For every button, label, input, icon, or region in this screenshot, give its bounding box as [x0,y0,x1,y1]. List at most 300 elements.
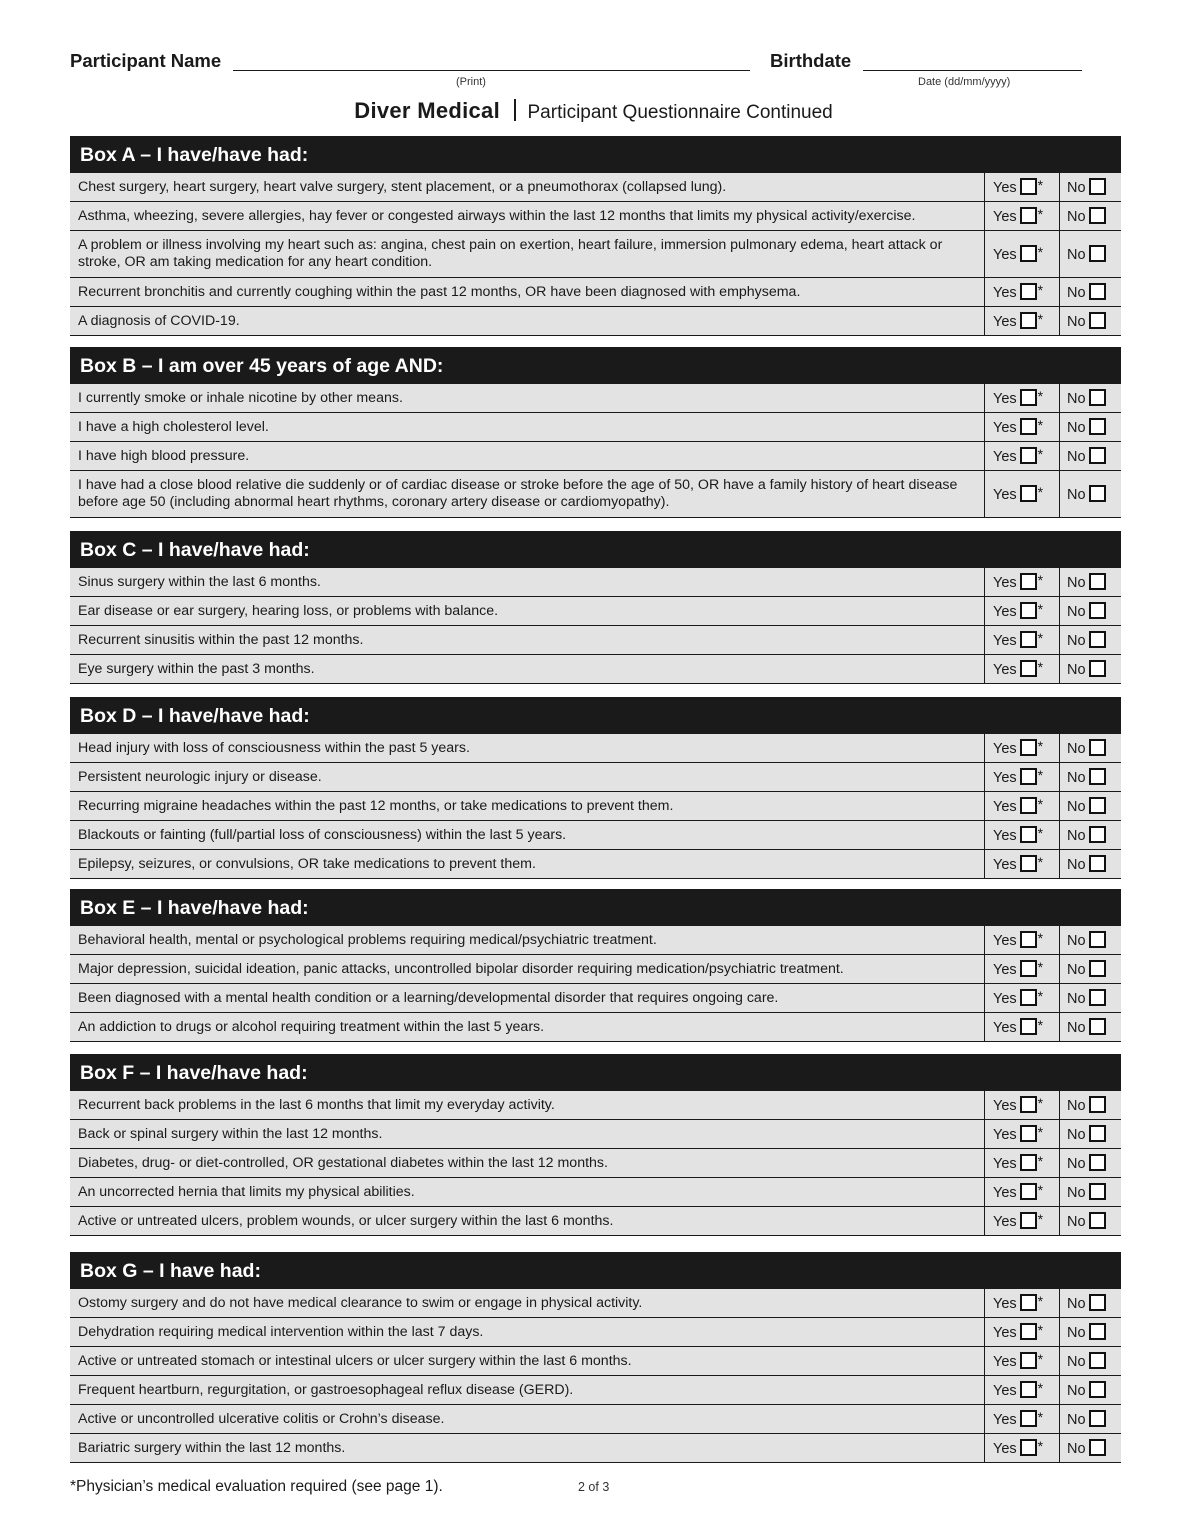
no-checkbox[interactable] [1089,855,1106,872]
no-checkbox[interactable] [1089,573,1106,590]
yes-checkbox[interactable] [1020,1323,1037,1340]
no-checkbox[interactable] [1089,826,1106,843]
no-label: No [1067,179,1086,196]
yes-label: Yes [993,633,1017,649]
no-option [1060,955,1122,984]
yes-checkbox[interactable] [1020,245,1037,262]
page-title-sub: Participant Questionnaire Continued [527,102,833,123]
no-option [1060,626,1122,655]
no-checkbox[interactable] [1089,1294,1106,1311]
no-option [1060,202,1122,231]
yes-checkbox[interactable] [1020,826,1037,843]
yes-label: Yes [993,962,1017,978]
physician-required-mark: * [1037,282,1044,298]
yes-label: Yes [993,828,1017,844]
no-option [1060,1207,1122,1236]
question-row [70,1091,1121,1120]
question-text: A diagnosis of COVID-19. [70,307,985,336]
box-heading: Box F – I have/have had: [70,1054,1121,1091]
question-text: Head injury with loss of consciousness within the past 5 years. [70,734,985,763]
question-text: An addiction to drugs or alcohol requiring treatment within the last 5 years. [70,1013,985,1042]
birthdate-label: Birthdate [770,50,852,71]
yes-label: Yes [993,799,1017,815]
yes-option [985,597,1060,626]
no-label: No [1067,1295,1086,1312]
yes-option [985,792,1060,821]
no-checkbox[interactable] [1089,989,1106,1006]
no-label: No [1067,574,1086,591]
no-label: No [1067,1019,1086,1036]
question-row [70,955,1121,984]
participant-header [70,50,1090,76]
yes-option [985,655,1060,684]
no-option [1060,1347,1122,1376]
yes-label: Yes [993,1098,1017,1114]
yes-label: Yes [993,247,1017,263]
question-text: Recurring migraine headaches within the past 12 months, or take medications to prevent them. [70,792,985,821]
yes-option [985,413,1060,442]
question-row [70,202,1121,231]
no-checkbox[interactable] [1089,245,1106,262]
no-label: No [1067,740,1086,757]
question-text: Active or uncontrolled ulcerative colitis or Crohn’s disease. [70,1405,985,1434]
physician-required-mark: * [1037,1322,1044,1338]
question-row [70,763,1121,792]
no-label: No [1067,284,1086,301]
yes-checkbox[interactable] [1020,602,1037,619]
page-title [0,98,1187,124]
no-option [1060,1318,1122,1347]
physician-required-mark: * [1037,177,1044,193]
yes-checkbox[interactable] [1020,178,1037,195]
yes-label: Yes [993,991,1017,1007]
box-heading: Box A – I have/have had: [70,136,1121,173]
question-text: A problem or illness involving my heart such as: angina, chest pain on exertion, heart failure, immersion pulmonary edema, heart attack or stroke, OR am taking medication for any heart condition. [70,231,985,278]
yes-checkbox[interactable] [1020,739,1037,756]
yes-label: Yes [993,1156,1017,1172]
yes-checkbox[interactable] [1020,447,1037,464]
physician-required-mark: * [1037,1153,1044,1169]
yes-label: Yes [993,314,1017,330]
no-label: No [1067,1155,1086,1172]
question-text: Blackouts or fainting (full/partial loss of consciousness) within the last 5 years. [70,821,985,850]
question-table [70,1091,1121,1236]
no-checkbox[interactable] [1089,660,1106,677]
question-row [70,471,1121,518]
physician-required-mark: * [1037,1351,1044,1367]
no-checkbox[interactable] [1089,178,1106,195]
no-label: No [1067,661,1086,678]
question-row [70,278,1121,307]
question-text: Bariatric surgery within the last 12 months. [70,1434,985,1463]
yes-label: Yes [993,285,1017,301]
no-checkbox[interactable] [1089,1439,1106,1456]
box-heading: Box E – I have/have had: [70,889,1121,926]
physician-required-mark: * [1037,1211,1044,1227]
physician-required-mark: * [1037,630,1044,646]
question-text: An uncorrected hernia that limits my physical abilities. [70,1178,985,1207]
box-d [70,697,1121,879]
question-table [70,173,1121,336]
no-checkbox[interactable] [1089,283,1106,300]
yes-label: Yes [993,420,1017,436]
question-text: Ear disease or ear surgery, hearing loss, or problems with balance. [70,597,985,626]
yes-label: Yes [993,770,1017,786]
yes-label: Yes [993,1214,1017,1230]
question-text: Frequent heartburn, regurgitation, or gastroesophageal reflux disease (GERD). [70,1376,985,1405]
question-text: Chest surgery, heart surgery, heart valve surgery, stent placement, or a pneumothorax (collapsed lung). [70,173,985,202]
physician-required-mark: * [1037,417,1044,433]
no-label: No [1067,990,1086,1007]
no-checkbox[interactable] [1089,1096,1106,1113]
question-text: Major depression, suicidal ideation, panic attacks, uncontrolled bipolar disorder requiring medication/psychiatric treatment. [70,955,985,984]
no-option [1060,792,1122,821]
no-option [1060,821,1122,850]
no-label: No [1067,1382,1086,1399]
yes-option [985,926,1060,955]
physician-required-mark: * [1037,388,1044,404]
box-f [70,1054,1121,1236]
physician-required-mark: * [1037,825,1044,841]
physician-required-mark: * [1037,1409,1044,1425]
yes-checkbox[interactable] [1020,207,1037,224]
question-row [70,1347,1121,1376]
yes-option [985,1091,1060,1120]
birthdate-format-hint: Date (dd/mm/yyyy) [918,76,1011,88]
yes-option [985,1376,1060,1405]
no-label: No [1067,448,1086,465]
physician-required-mark: * [1037,1095,1044,1111]
question-text: Been diagnosed with a mental health condition or a learning/developmental disorder that requires ongoing care. [70,984,985,1013]
question-row [70,307,1121,336]
yes-checkbox[interactable] [1020,631,1037,648]
title-divider [514,99,516,121]
yes-option [985,763,1060,792]
no-label: No [1067,961,1086,978]
question-text: Eye surgery within the past 3 months. [70,655,985,684]
no-label: No [1067,798,1086,815]
physician-required-mark: * [1037,659,1044,675]
no-checkbox[interactable] [1089,768,1106,785]
yes-option [985,1405,1060,1434]
box-a [70,136,1121,336]
yes-label: Yes [993,449,1017,465]
no-checkbox[interactable] [1089,1381,1106,1398]
question-row [70,1434,1121,1463]
no-option [1060,763,1122,792]
physician-required-mark: * [1037,1438,1044,1454]
yes-option [985,955,1060,984]
yes-label: Yes [993,1383,1017,1399]
question-row [70,173,1121,202]
question-row [70,1149,1121,1178]
yes-checkbox[interactable] [1020,1125,1037,1142]
no-checkbox[interactable] [1089,485,1106,502]
question-row [70,568,1121,597]
question-text: Epilepsy, seizures, or convulsions, OR take medications to prevent them. [70,850,985,879]
yes-option [985,984,1060,1013]
no-option [1060,850,1122,879]
yes-option [985,626,1060,655]
no-option [1060,1289,1122,1318]
question-text: Persistent neurologic injury or disease. [70,763,985,792]
no-checkbox[interactable] [1089,1352,1106,1369]
yes-option [985,734,1060,763]
yes-checkbox[interactable] [1020,389,1037,406]
footnote: *Physician’s medical evaluation required (see page 1). [70,1478,443,1495]
question-row [70,1178,1121,1207]
no-label: No [1067,246,1086,263]
no-checkbox[interactable] [1089,631,1106,648]
no-checkbox[interactable] [1089,447,1106,464]
box-heading: Box C – I have/have had: [70,531,1121,568]
question-row [70,1376,1121,1405]
physician-required-mark: * [1037,311,1044,327]
yes-label: Yes [993,1127,1017,1143]
yes-option [985,442,1060,471]
yes-checkbox[interactable] [1020,1096,1037,1113]
no-checkbox[interactable] [1089,418,1106,435]
no-option [1060,413,1122,442]
yes-checkbox[interactable] [1020,1212,1037,1229]
no-checkbox[interactable] [1089,1018,1106,1035]
question-text: I currently smoke or inhale nicotine by other means. [70,384,985,413]
question-text: Diabetes, drug- or diet-controlled, OR gestational diabetes within the last 12 months. [70,1149,985,1178]
question-table [70,384,1121,518]
yes-checkbox[interactable] [1020,931,1037,948]
no-label: No [1067,390,1086,407]
box-heading: Box G – I have had: [70,1252,1121,1289]
yes-label: Yes [993,933,1017,949]
yes-option [985,821,1060,850]
yes-checkbox[interactable] [1020,485,1037,502]
yes-label: Yes [993,857,1017,873]
yes-label: Yes [993,1412,1017,1428]
yes-checkbox[interactable] [1020,768,1037,785]
no-label: No [1067,208,1086,225]
question-text: I have a high cholesterol level. [70,413,985,442]
no-checkbox[interactable] [1089,1125,1106,1142]
no-checkbox[interactable] [1089,1323,1106,1340]
physician-required-mark: * [1037,601,1044,617]
yes-label: Yes [993,575,1017,591]
yes-label: Yes [993,180,1017,196]
yes-label: Yes [993,487,1017,503]
yes-option [985,1318,1060,1347]
yes-checkbox[interactable] [1020,960,1037,977]
participant-name-label: Participant Name [70,50,222,71]
no-option [1060,655,1122,684]
box-heading: Box D – I have/have had: [70,697,1121,734]
yes-option [985,231,1060,278]
physician-required-mark: * [1037,1293,1044,1309]
no-label: No [1067,932,1086,949]
no-label: No [1067,1184,1086,1201]
physician-required-mark: * [1037,572,1044,588]
question-text: I have high blood pressure. [70,442,985,471]
no-checkbox[interactable] [1089,1183,1106,1200]
box-e [70,889,1121,1042]
question-row [70,1120,1121,1149]
name-print-hint: (Print) [456,76,486,88]
yes-option [985,1347,1060,1376]
no-option [1060,568,1122,597]
no-label: No [1067,1353,1086,1370]
no-option [1060,1178,1122,1207]
yes-checkbox[interactable] [1020,1294,1037,1311]
birthdate-field[interactable] [863,70,1082,71]
yes-checkbox[interactable] [1020,1352,1037,1369]
no-checkbox[interactable] [1089,602,1106,619]
physician-required-mark: * [1037,930,1044,946]
question-text: Asthma, wheezing, severe allergies, hay fever or congested airways within the last 12 months that limits my physical activity/exercise. [70,202,985,231]
question-text: Active or untreated ulcers, problem wounds, or ulcer surgery within the last 6 months. [70,1207,985,1236]
yes-option [985,1120,1060,1149]
physician-required-mark: * [1037,484,1044,500]
question-row [70,655,1121,684]
no-option [1060,926,1122,955]
yes-label: Yes [993,1020,1017,1036]
question-table [70,1289,1121,1463]
yes-checkbox[interactable] [1020,989,1037,1006]
no-label: No [1067,1213,1086,1230]
question-row [70,792,1121,821]
page-title-main: Diver Medical [354,98,500,123]
yes-checkbox[interactable] [1020,1439,1037,1456]
no-checkbox[interactable] [1089,207,1106,224]
yes-option [985,1289,1060,1318]
question-text: Recurrent back problems in the last 6 months that limit my everyday activity. [70,1091,985,1120]
question-row [70,1013,1121,1042]
question-table [70,734,1121,879]
question-row [70,413,1121,442]
no-option [1060,1405,1122,1434]
no-option [1060,1120,1122,1149]
no-option [1060,984,1122,1013]
physician-required-mark: * [1037,1182,1044,1198]
no-option [1060,1013,1122,1042]
question-row [70,384,1121,413]
question-row [70,442,1121,471]
no-checkbox[interactable] [1089,739,1106,756]
physician-required-mark: * [1037,446,1044,462]
yes-option [985,850,1060,879]
yes-checkbox[interactable] [1020,573,1037,590]
question-text: Ostomy surgery and do not have medical clearance to swim or engage in physical activity. [70,1289,985,1318]
yes-checkbox[interactable] [1020,418,1037,435]
physician-required-mark: * [1037,206,1044,222]
no-checkbox[interactable] [1089,1154,1106,1171]
question-row [70,734,1121,763]
yes-label: Yes [993,1185,1017,1201]
no-option [1060,1149,1122,1178]
yes-checkbox[interactable] [1020,312,1037,329]
participant-name-field[interactable] [233,70,750,71]
no-checkbox[interactable] [1089,797,1106,814]
question-text: Recurrent sinusitis within the past 12 months. [70,626,985,655]
no-option [1060,307,1122,336]
no-label: No [1067,1097,1086,1114]
no-option [1060,734,1122,763]
no-option [1060,278,1122,307]
yes-checkbox[interactable] [1020,1154,1037,1171]
yes-checkbox[interactable] [1020,283,1037,300]
question-row [70,1318,1121,1347]
question-text: Behavioral health, mental or psychological problems requiring medical/psychiatric treatment. [70,926,985,955]
yes-label: Yes [993,391,1017,407]
yes-label: Yes [993,741,1017,757]
no-checkbox[interactable] [1089,389,1106,406]
yes-checkbox[interactable] [1020,1381,1037,1398]
yes-label: Yes [993,209,1017,225]
yes-label: Yes [993,1354,1017,1370]
question-row [70,821,1121,850]
no-label: No [1067,313,1086,330]
yes-checkbox[interactable] [1020,1018,1037,1035]
no-option [1060,173,1122,202]
question-row [70,597,1121,626]
yes-option [985,384,1060,413]
yes-label: Yes [993,1441,1017,1457]
question-text: Sinus surgery within the last 6 months. [70,568,985,597]
no-label: No [1067,1324,1086,1341]
yes-checkbox[interactable] [1020,855,1037,872]
yes-option [985,568,1060,597]
page-number: 2 of 3 [578,1480,610,1494]
question-table [70,568,1121,684]
yes-option [985,471,1060,518]
yes-option [985,1013,1060,1042]
no-option [1060,231,1122,278]
question-row [70,984,1121,1013]
no-checkbox[interactable] [1089,312,1106,329]
question-text: Dehydration requiring medical intervention within the last 7 days. [70,1318,985,1347]
no-label: No [1067,486,1086,503]
no-option [1060,1376,1122,1405]
question-row [70,1207,1121,1236]
no-label: No [1067,603,1086,620]
no-checkbox[interactable] [1089,931,1106,948]
yes-checkbox[interactable] [1020,797,1037,814]
no-label: No [1067,1440,1086,1457]
no-option [1060,597,1122,626]
no-option [1060,384,1122,413]
question-row [70,1405,1121,1434]
physician-required-mark: * [1037,1124,1044,1140]
no-label: No [1067,856,1086,873]
physician-required-mark: * [1037,738,1044,754]
no-checkbox[interactable] [1089,1212,1106,1229]
no-label: No [1067,1126,1086,1143]
no-label: No [1067,419,1086,436]
yes-option [985,202,1060,231]
no-label: No [1067,827,1086,844]
box-heading: Box B – I am over 45 years of age AND: [70,347,1121,384]
yes-checkbox[interactable] [1020,1410,1037,1427]
yes-label: Yes [993,604,1017,620]
no-checkbox[interactable] [1089,960,1106,977]
no-label: No [1067,769,1086,786]
no-label: No [1067,632,1086,649]
question-row [70,1289,1121,1318]
yes-checkbox[interactable] [1020,1183,1037,1200]
question-text: Active or untreated stomach or intestinal ulcers or ulcer surgery within the last 6 months. [70,1347,985,1376]
box-g [70,1252,1121,1463]
yes-checkbox[interactable] [1020,660,1037,677]
no-checkbox[interactable] [1089,1410,1106,1427]
yes-option [985,1178,1060,1207]
yes-label: Yes [993,1296,1017,1312]
